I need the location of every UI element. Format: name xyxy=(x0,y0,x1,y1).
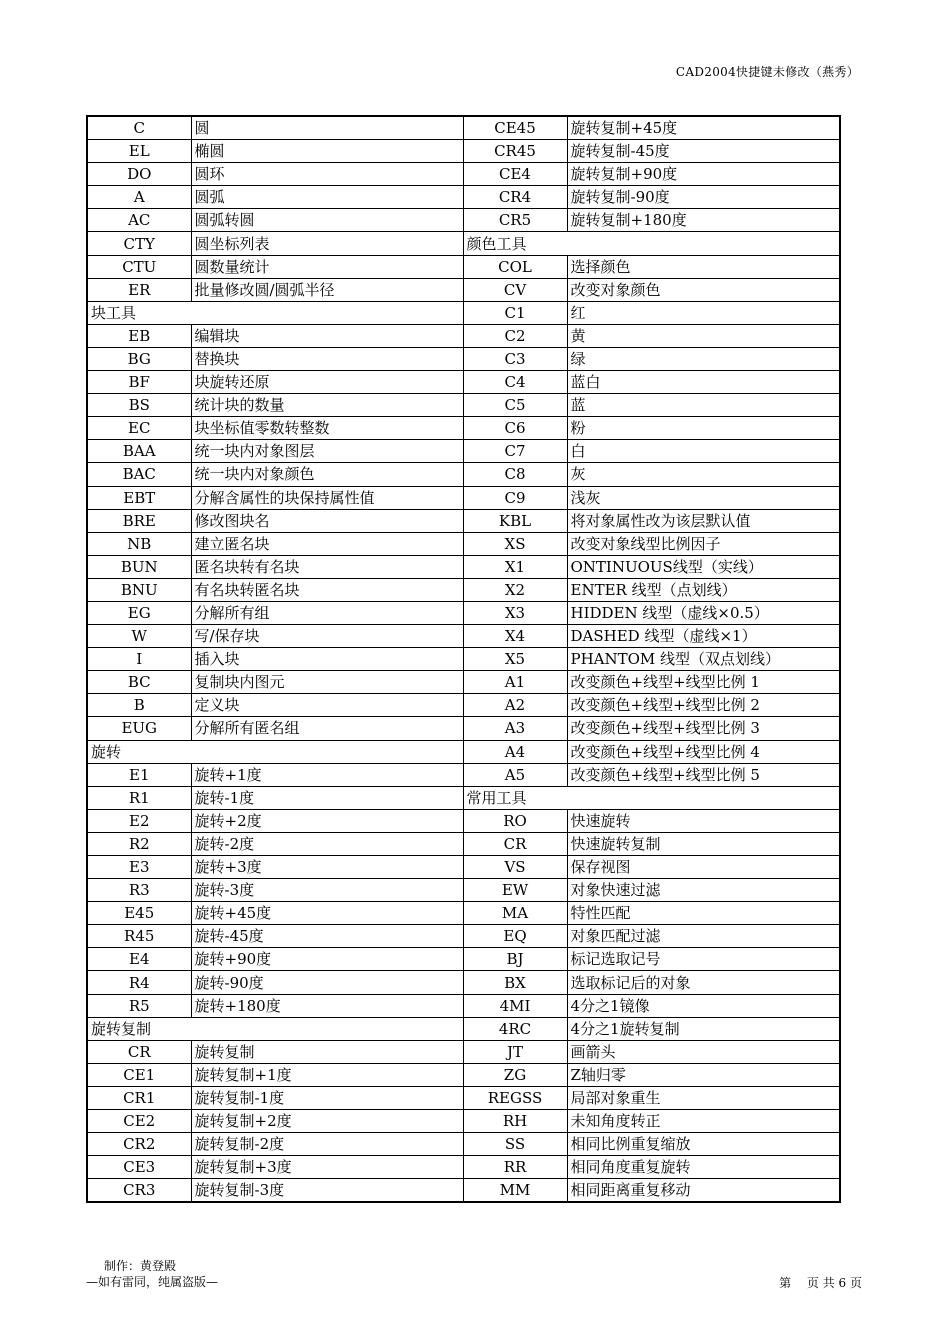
shortcut-code: CR45 xyxy=(463,140,567,163)
shortcut-code: RO xyxy=(463,809,567,832)
shortcut-description: 4分之1旋转复制 xyxy=(567,1017,840,1040)
shortcut-description: 白 xyxy=(567,440,840,463)
shortcut-code: R1 xyxy=(87,786,191,809)
table-row xyxy=(87,1017,840,1040)
shortcut-description: 定义块 xyxy=(191,694,463,717)
shortcut-code: EG xyxy=(87,601,191,624)
shortcut-code: CR4 xyxy=(463,186,567,209)
shortcut-description: 浅灰 xyxy=(567,486,840,509)
shortcut-description: 相同比例重复缩放 xyxy=(567,1133,840,1156)
shortcut-code: 4RC xyxy=(463,1017,567,1040)
shortcut-code: C4 xyxy=(463,371,567,394)
shortcut-description: DASHED 线型（虚线×1） xyxy=(567,625,840,648)
shortcut-description: 旋转-90度 xyxy=(191,971,463,994)
shortcut-description: PHANTOM 线型（双点划线） xyxy=(567,648,840,671)
shortcut-code: C1 xyxy=(463,301,567,324)
section-heading: 旋转复制 xyxy=(87,1017,463,1040)
shortcut-description: 旋转+2度 xyxy=(191,809,463,832)
shortcut-code: ER xyxy=(87,278,191,301)
shortcut-code: CE4 xyxy=(463,163,567,186)
table-row xyxy=(87,1110,840,1133)
table-row xyxy=(87,555,840,578)
shortcut-code: EB xyxy=(87,324,191,347)
table-row xyxy=(87,209,840,232)
shortcut-code: BS xyxy=(87,394,191,417)
shortcut-code: BAA xyxy=(87,440,191,463)
shortcut-description: 4分之1镜像 xyxy=(567,994,840,1017)
shortcut-code: R4 xyxy=(87,971,191,994)
table-row xyxy=(87,347,840,370)
table-row xyxy=(87,255,840,278)
table-row xyxy=(87,971,840,994)
shortcut-code: A2 xyxy=(463,694,567,717)
shortcut-code: CTY xyxy=(87,232,191,255)
shortcut-code: X4 xyxy=(463,625,567,648)
shortcut-code: MA xyxy=(463,902,567,925)
shortcut-description: 分解含属性的块保持属性值 xyxy=(191,486,463,509)
section-heading: 块工具 xyxy=(87,301,463,324)
table-row xyxy=(87,463,840,486)
shortcut-code: BRE xyxy=(87,509,191,532)
shortcut-description: 旋转复制-1度 xyxy=(191,1086,463,1109)
shortcut-description: 旋转复制+45度 xyxy=(567,116,840,140)
shortcut-code: C8 xyxy=(463,463,567,486)
shortcut-description: 编辑块 xyxy=(191,324,463,347)
table-row xyxy=(87,879,840,902)
shortcut-description: HIDDEN 线型（虚线×0.5） xyxy=(567,601,840,624)
shortcut-code: RR xyxy=(463,1156,567,1179)
table-row xyxy=(87,948,840,971)
shortcut-description: 标记选取记号 xyxy=(567,948,840,971)
shortcut-code: CR1 xyxy=(87,1086,191,1109)
shortcut-code: XS xyxy=(463,532,567,555)
shortcut-code: VS xyxy=(463,856,567,879)
shortcut-description: 旋转复制+3度 xyxy=(191,1156,463,1179)
table-row xyxy=(87,324,840,347)
shortcut-code: A5 xyxy=(463,763,567,786)
table-row xyxy=(87,163,840,186)
shortcut-code: A4 xyxy=(463,740,567,763)
shortcut-description: 块旋转还原 xyxy=(191,371,463,394)
shortcut-description: 红 xyxy=(567,301,840,324)
shortcut-code: C3 xyxy=(463,347,567,370)
shortcut-description: 旋转复制+180度 xyxy=(567,209,840,232)
shortcut-description: 旋转复制 xyxy=(191,1040,463,1063)
table-row xyxy=(87,809,840,832)
table-row xyxy=(87,394,840,417)
shortcut-description: 分解所有匿名组 xyxy=(191,717,463,740)
table-row xyxy=(87,1086,840,1109)
shortcut-code: EC xyxy=(87,417,191,440)
shortcut-description: 旋转复制-2度 xyxy=(191,1133,463,1156)
shortcut-code: CE3 xyxy=(87,1156,191,1179)
table-row xyxy=(87,278,840,301)
shortcut-code: NB xyxy=(87,532,191,555)
shortcut-code: C2 xyxy=(463,324,567,347)
table-row xyxy=(87,740,840,763)
table-row xyxy=(87,140,840,163)
table-row xyxy=(87,440,840,463)
shortcut-description: 圆 xyxy=(191,116,463,140)
shortcut-description: 圆弧 xyxy=(191,186,463,209)
footer-credits xyxy=(86,1258,218,1290)
shortcut-code: R3 xyxy=(87,879,191,902)
shortcut-code: B xyxy=(87,694,191,717)
shortcut-code: EL xyxy=(87,140,191,163)
table-row xyxy=(87,671,840,694)
shortcut-code: BF xyxy=(87,371,191,394)
table-row xyxy=(87,832,840,855)
shortcut-description: 圆弧转圆 xyxy=(191,209,463,232)
shortcut-code: BJ xyxy=(463,948,567,971)
table-row xyxy=(87,625,840,648)
shortcut-code: C6 xyxy=(463,417,567,440)
shortcut-description: 分解所有组 xyxy=(191,601,463,624)
shortcut-code: R5 xyxy=(87,994,191,1017)
table-row xyxy=(87,994,840,1017)
shortcut-description: 保存视图 xyxy=(567,856,840,879)
shortcut-code: W xyxy=(87,625,191,648)
shortcut-description: 块坐标值零数转整数 xyxy=(191,417,463,440)
shortcut-code: CR2 xyxy=(87,1133,191,1156)
shortcut-description: 替换块 xyxy=(191,347,463,370)
shortcut-description: 有名块转匿名块 xyxy=(191,578,463,601)
shortcut-description: 选择颜色 xyxy=(567,255,840,278)
shortcut-description: 写/保存块 xyxy=(191,625,463,648)
shortcut-description: 旋转复制-90度 xyxy=(567,186,840,209)
shortcut-code: E4 xyxy=(87,948,191,971)
table-row xyxy=(87,1040,840,1063)
shortcut-code: DO xyxy=(87,163,191,186)
shortcut-description: 特性匹配 xyxy=(567,902,840,925)
section-heading: 颜色工具 xyxy=(463,232,840,255)
shortcut-code: BC xyxy=(87,671,191,694)
shortcut-description: 粉 xyxy=(567,417,840,440)
table-row xyxy=(87,786,840,809)
shortcut-description: 快速旋转复制 xyxy=(567,832,840,855)
shortcut-code: EUG xyxy=(87,717,191,740)
shortcut-code: KBL xyxy=(463,509,567,532)
shortcut-description: 圆环 xyxy=(191,163,463,186)
shortcut-description: 相同角度重复旋转 xyxy=(567,1156,840,1179)
shortcut-description: 相同距离重复移动 xyxy=(567,1179,840,1203)
shortcut-description: 选取标记后的对象 xyxy=(567,971,840,994)
table-row xyxy=(87,648,840,671)
shortcut-description: 旋转复制-3度 xyxy=(191,1179,463,1203)
shortcut-code: R2 xyxy=(87,832,191,855)
shortcut-code: MM xyxy=(463,1179,567,1203)
shortcut-description: Z轴归零 xyxy=(567,1063,840,1086)
shortcut-code: RH xyxy=(463,1110,567,1133)
shortcut-description: 批量修改圆/圆弧半径 xyxy=(191,278,463,301)
shortcut-description: 圆坐标列表 xyxy=(191,232,463,255)
shortcut-description: 快速旋转 xyxy=(567,809,840,832)
shortcut-description: 旋转+45度 xyxy=(191,902,463,925)
shortcut-code: COL xyxy=(463,255,567,278)
shortcut-description: 旋转复制-45度 xyxy=(567,140,840,163)
table-row xyxy=(87,509,840,532)
shortcut-description: 改变颜色+线型+线型比例 5 xyxy=(567,763,840,786)
table-row xyxy=(87,717,840,740)
shortcut-description: 统计块的数量 xyxy=(191,394,463,417)
table-row xyxy=(87,694,840,717)
shortcut-code: E1 xyxy=(87,763,191,786)
shortcut-description: ENTER 线型（点划线） xyxy=(567,578,840,601)
shortcut-code: BUN xyxy=(87,555,191,578)
shortcut-code: A xyxy=(87,186,191,209)
footer-notice: —如有雷同，纯属盗版— xyxy=(86,1275,219,1289)
table-row xyxy=(87,1063,840,1086)
shortcut-code: X3 xyxy=(463,601,567,624)
shortcut-description: 修改图块名 xyxy=(191,509,463,532)
shortcut-table xyxy=(86,115,841,1203)
shortcut-description: 旋转+3度 xyxy=(191,856,463,879)
shortcut-code: CR xyxy=(463,832,567,855)
table-row xyxy=(87,902,840,925)
shortcut-code: CE45 xyxy=(463,116,567,140)
table-row xyxy=(87,486,840,509)
shortcut-code: AC xyxy=(87,209,191,232)
shortcut-description: 旋转-3度 xyxy=(191,879,463,902)
shortcut-code: E3 xyxy=(87,856,191,879)
shortcut-code: CR3 xyxy=(87,1179,191,1203)
shortcut-description: 旋转+180度 xyxy=(191,994,463,1017)
shortcut-code: C5 xyxy=(463,394,567,417)
shortcut-description: 旋转+1度 xyxy=(191,763,463,786)
shortcut-code: EW xyxy=(463,879,567,902)
table-row xyxy=(87,601,840,624)
shortcut-code: EQ xyxy=(463,925,567,948)
table-row xyxy=(87,417,840,440)
shortcut-code: CE1 xyxy=(87,1063,191,1086)
shortcut-description: 改变对象颜色 xyxy=(567,278,840,301)
shortcut-description: 绿 xyxy=(567,347,840,370)
table-row xyxy=(87,1133,840,1156)
shortcut-code: C xyxy=(87,116,191,140)
shortcut-code: BG xyxy=(87,347,191,370)
table-row xyxy=(87,1179,840,1203)
shortcut-description: 对象快速过滤 xyxy=(567,879,840,902)
footer-page-number: 第 页 共 6 页 xyxy=(779,1276,862,1290)
shortcut-code: X2 xyxy=(463,578,567,601)
table-row xyxy=(87,301,840,324)
shortcut-code: CR xyxy=(87,1040,191,1063)
shortcut-description: 旋转-2度 xyxy=(191,832,463,855)
shortcut-description: 建立匿名块 xyxy=(191,532,463,555)
shortcut-description: 未知角度转正 xyxy=(567,1110,840,1133)
table-row xyxy=(87,371,840,394)
table-row xyxy=(87,925,840,948)
shortcut-description: 对象匹配过滤 xyxy=(567,925,840,948)
shortcut-description: 旋转-45度 xyxy=(191,925,463,948)
shortcut-description: 改变颜色+线型+线型比例 3 xyxy=(567,717,840,740)
shortcut-description: 蓝白 xyxy=(567,371,840,394)
table-row xyxy=(87,116,840,140)
shortcut-code: C7 xyxy=(463,440,567,463)
shortcut-code: X1 xyxy=(463,555,567,578)
table-row xyxy=(87,856,840,879)
shortcut-code: ZG xyxy=(463,1063,567,1086)
shortcut-code: BNU xyxy=(87,578,191,601)
shortcut-code: 4MI xyxy=(463,994,567,1017)
shortcut-code: CTU xyxy=(87,255,191,278)
shortcut-description: 复制块内图元 xyxy=(191,671,463,694)
shortcut-description: 改变颜色+线型+线型比例 1 xyxy=(567,671,840,694)
shortcut-code: SS xyxy=(463,1133,567,1156)
shortcut-code: EBT xyxy=(87,486,191,509)
table-row xyxy=(87,232,840,255)
shortcut-code: A3 xyxy=(463,717,567,740)
shortcut-description: 圆数量统计 xyxy=(191,255,463,278)
shortcut-description: 改变颜色+线型+线型比例 4 xyxy=(567,740,840,763)
shortcut-description: 旋转-1度 xyxy=(191,786,463,809)
shortcut-description: 灰 xyxy=(567,463,840,486)
shortcut-description: 统一块内对象颜色 xyxy=(191,463,463,486)
page-header-title: CAD2004快捷键未修改（燕秀） xyxy=(675,65,859,79)
shortcut-code: JT xyxy=(463,1040,567,1063)
shortcut-code: A1 xyxy=(463,671,567,694)
shortcut-description: 旋转复制+1度 xyxy=(191,1063,463,1086)
section-heading: 旋转 xyxy=(87,740,463,763)
footer-maker: 制作：黄登殿 xyxy=(104,1259,177,1273)
shortcut-code: REGSS xyxy=(463,1086,567,1109)
shortcut-code: CV xyxy=(463,278,567,301)
shortcut-code: CR5 xyxy=(463,209,567,232)
table-row xyxy=(87,763,840,786)
shortcut-code: BAC xyxy=(87,463,191,486)
table-row xyxy=(87,1156,840,1179)
shortcut-description: 将对象属性改为该层默认值 xyxy=(567,509,840,532)
shortcut-description: 椭圆 xyxy=(191,140,463,163)
shortcut-description: 旋转+90度 xyxy=(191,948,463,971)
shortcut-code: CE2 xyxy=(87,1110,191,1133)
shortcut-description: 统一块内对象图层 xyxy=(191,440,463,463)
shortcut-description: 蓝 xyxy=(567,394,840,417)
shortcut-description: 改变颜色+线型+线型比例 2 xyxy=(567,694,840,717)
shortcut-description: ONTINUOUS线型（实线） xyxy=(567,555,840,578)
shortcut-code: I xyxy=(87,648,191,671)
table-row xyxy=(87,578,840,601)
shortcut-description: 匿名块转有名块 xyxy=(191,555,463,578)
table-row xyxy=(87,532,840,555)
table-row xyxy=(87,186,840,209)
shortcut-description: 改变对象线型比例因子 xyxy=(567,532,840,555)
shortcut-code: BX xyxy=(463,971,567,994)
shortcut-table-body xyxy=(87,116,840,1202)
shortcut-description: 旋转复制+90度 xyxy=(567,163,840,186)
shortcut-code: E45 xyxy=(87,902,191,925)
shortcut-code: C9 xyxy=(463,486,567,509)
shortcut-description: 画箭头 xyxy=(567,1040,840,1063)
shortcut-code: R45 xyxy=(87,925,191,948)
shortcut-description: 插入块 xyxy=(191,648,463,671)
shortcut-code: E2 xyxy=(87,809,191,832)
section-heading: 常用工具 xyxy=(463,786,840,809)
shortcut-code: X5 xyxy=(463,648,567,671)
shortcut-description: 局部对象重生 xyxy=(567,1086,840,1109)
shortcut-description: 旋转复制+2度 xyxy=(191,1110,463,1133)
shortcut-description: 黄 xyxy=(567,324,840,347)
